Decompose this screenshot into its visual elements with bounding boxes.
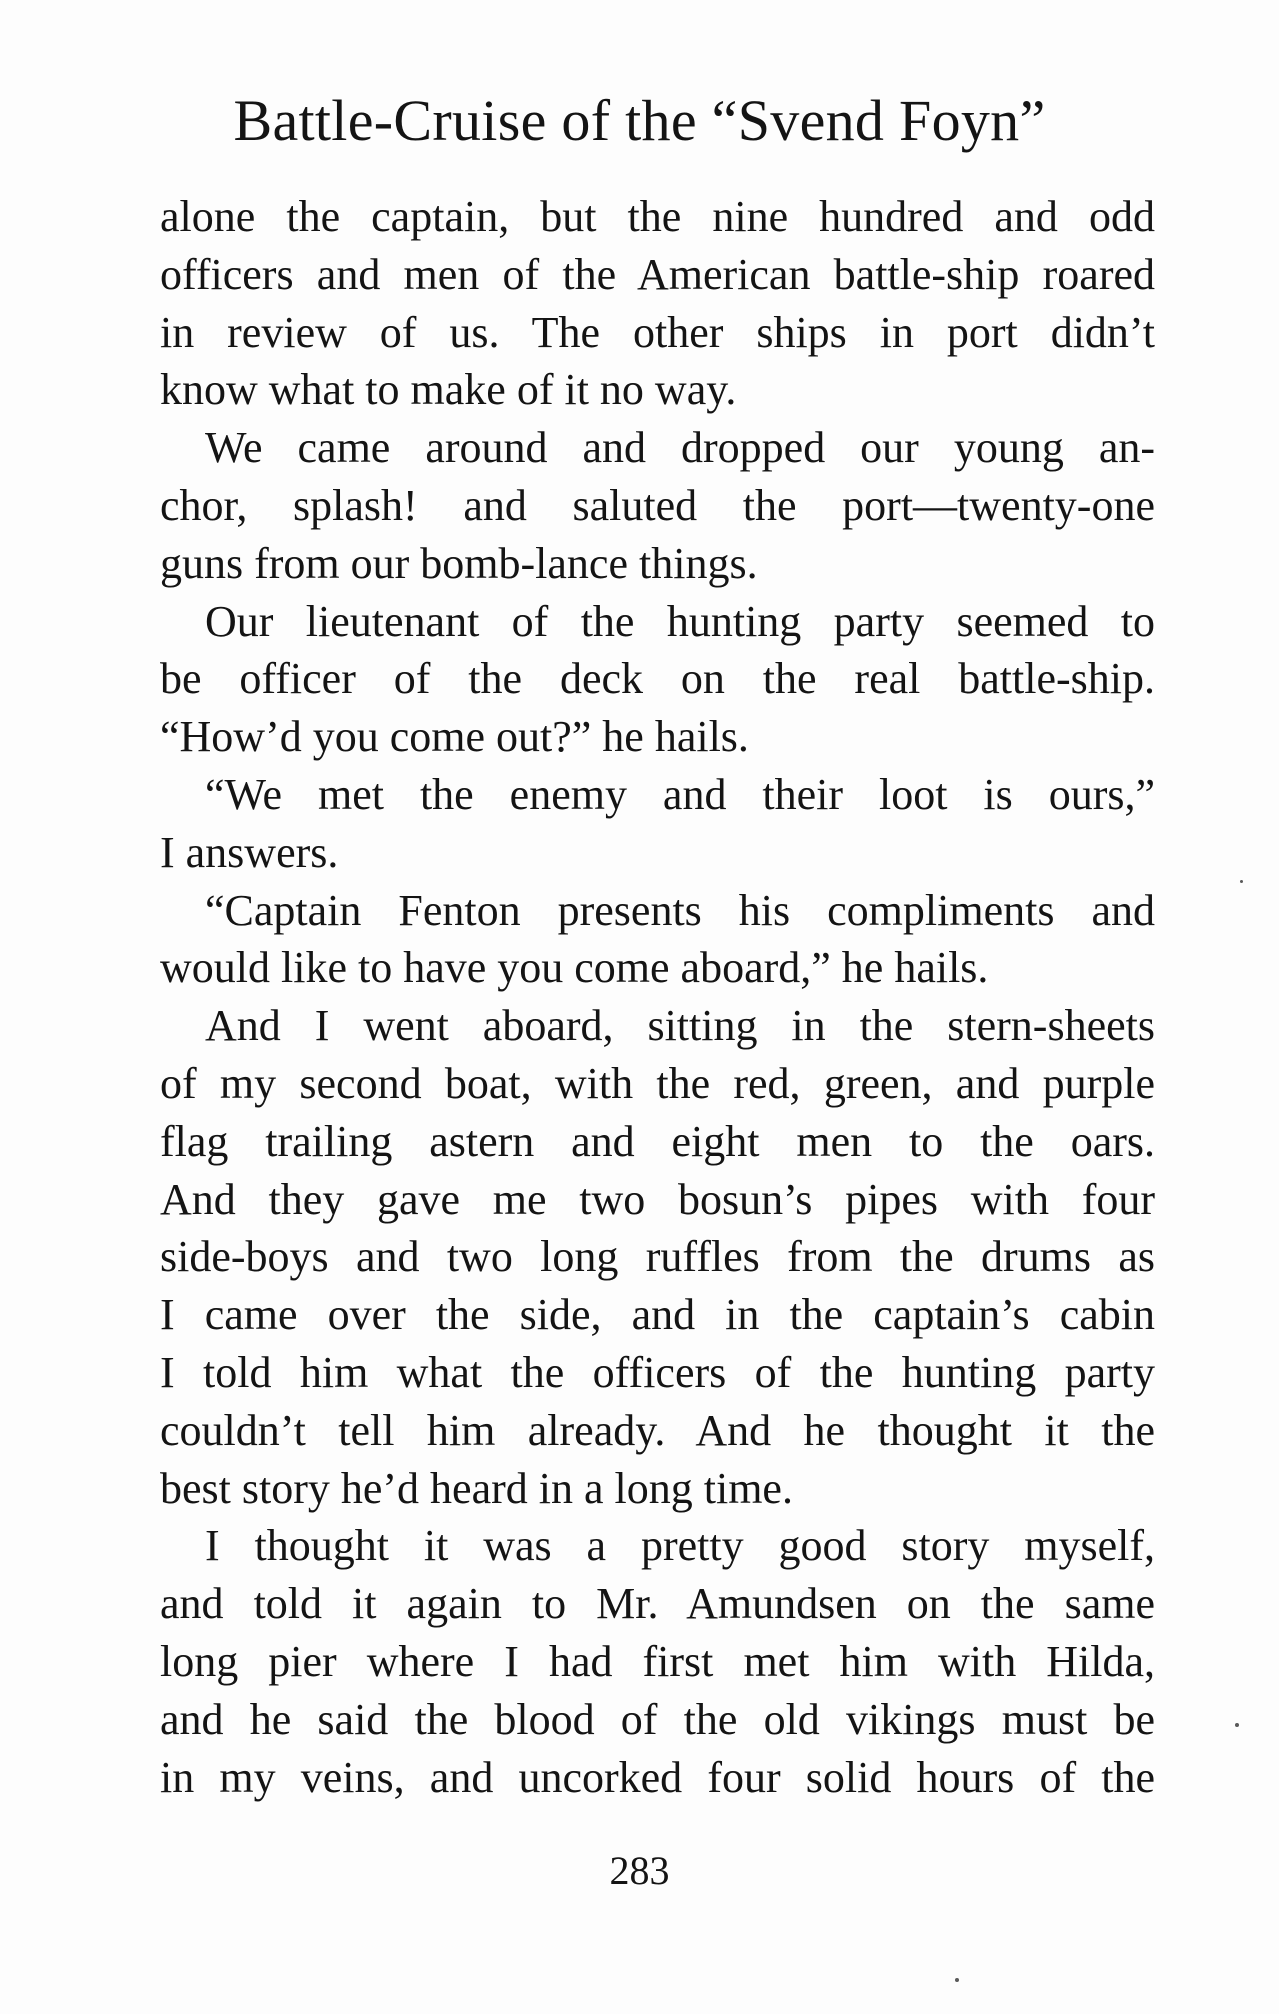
- paragraph: [160, 419, 1155, 592]
- text-line: And I went aboard, sitting in the stern-sheets: [205, 1001, 1155, 1051]
- text-line: and told it again to Mr. Amundsen on the same: [160, 1579, 1155, 1629]
- scan-speck: [955, 1978, 959, 1982]
- text-line: I told him what the officers of the hunting party: [160, 1347, 1155, 1397]
- text-line: flag trailing astern and eight men to the oars.: [160, 1116, 1155, 1166]
- paragraph: [160, 766, 1155, 882]
- text-line: of my second boat, with the red, green, and purple: [160, 1058, 1155, 1108]
- text-line: side-boys and two long ruffles from the drums as: [160, 1232, 1155, 1282]
- text-line: I answers.: [160, 827, 339, 877]
- text-line: guns from our bomb-lance things.: [160, 538, 758, 588]
- text-line: officers and men of the American battle-ship roared: [160, 249, 1155, 299]
- text-line: “Captain Fenton presents his compliments and: [205, 885, 1155, 935]
- text-line: I thought it was a pretty good story myself,: [205, 1521, 1155, 1571]
- body-text: [160, 188, 1155, 1806]
- scan-speck: [1240, 880, 1243, 883]
- text-line: in my veins, and uncorked four solid hours of the: [160, 1752, 1155, 1802]
- text-line: “We met the enemy and their loot is ours,”: [205, 769, 1155, 819]
- paragraph: [160, 593, 1155, 766]
- text-line: would like to have you come aboard,” he hails.: [160, 943, 989, 993]
- text-line: We came around and dropped our young an-: [205, 423, 1155, 473]
- page-number: 283: [609, 1848, 670, 1893]
- running-head: Battle-Cruise of the “Svend Foyn”: [233, 88, 1046, 153]
- text-line: long pier where I had first met him with Hilda,: [160, 1636, 1155, 1686]
- text-line: And they gave me two bosun’s pipes with four: [160, 1174, 1155, 1224]
- text-line: I came over the side, and in the captain’s cabin: [160, 1290, 1155, 1340]
- text-line: in review of us. The other ships in port didn’t: [160, 307, 1155, 357]
- scan-speck: [1235, 1723, 1239, 1727]
- text-line: best story he’d heard in a long time.: [160, 1463, 793, 1513]
- text-line: “How’d you come out?” he hails.: [160, 712, 749, 762]
- paragraph: [160, 997, 1155, 1517]
- text-line: couldn’t tell him already. And he thought it the: [160, 1405, 1155, 1455]
- paragraph: [160, 188, 1155, 419]
- paragraph: [160, 882, 1155, 998]
- paragraph: [160, 1517, 1155, 1806]
- text-line: chor, splash! and saluted the port—twenty-one: [160, 480, 1155, 530]
- text-line: know what to make of it no way.: [160, 365, 737, 415]
- text-line: alone the captain, but the nine hundred and odd: [160, 192, 1155, 241]
- text-line: and he said the blood of the old vikings must be: [160, 1694, 1155, 1744]
- text-line: be officer of the deck on the real battle-ship.: [160, 654, 1155, 704]
- text-line: Our lieutenant of the hunting party seemed to: [205, 596, 1155, 646]
